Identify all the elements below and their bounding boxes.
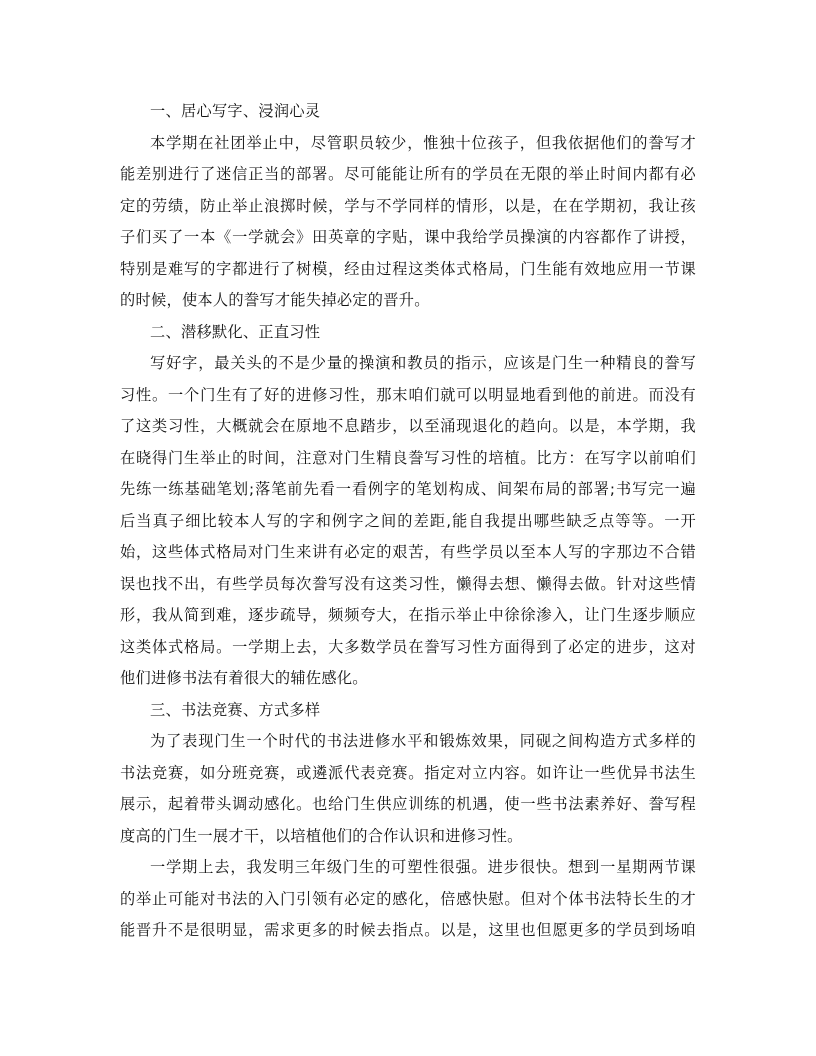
- text-line: 度高的门生一展才干，以培植他们的合作认识和进修习性。: [120, 826, 523, 845]
- text-line: 为了表现门生一个时代的书法进修水平和锻炼效果，同砚之间构造方式多样的: [150, 732, 696, 750]
- text-line: 三、书法竞赛、方式多样: [150, 700, 321, 719]
- text-line: 二、潜移默化、正直习性: [150, 322, 321, 341]
- text-line: 能晋升不是很明显，需求更多的时候去指点。以是，这里也但愿更多的学员到场咱: [120, 921, 696, 939]
- text-line: 了这类习性，大概就会在原地不息踏步，以至涌现退化的趋向。以是，本学期，我: [120, 417, 696, 435]
- text-line: 始，这些体式格局对门生来讲有必定的艰苦，有些学员以至本人写的字那边不合错: [120, 543, 696, 561]
- text-line: 形，我从简到难，逐步疏导，频频夸大，在指示举止中徐徐渗入，让门生逐步顺应: [120, 606, 696, 624]
- text-line: 书法竞赛，如分班竞赛，或遴派代表竞赛。指定对立内容。如许让一些优异书法生: [120, 763, 696, 782]
- text-line: 一学期上去，我发明三年级门生的可塑性很强。进步很快。想到一星期两节课: [150, 858, 696, 876]
- text-line: 能差别进行了迷信正当的部署。尽可能能让所有的学员在无限的举止时间内都有必: [120, 165, 696, 183]
- text-line: 特别是难写的字都进行了树模，经由过程这类体式格局，门生能有效地应用一节课: [120, 259, 696, 278]
- text-line: 展示，起着带头调动感化。也给门生供应训练的机遇，使一些书法素养好、誊写程: [120, 795, 696, 813]
- text-line: 在晓得门生举止的时间，注意对门生精良誊写习性的培植。比方：在写字以前咱们: [120, 448, 696, 467]
- text-line: 写好字，最关头的不是少量的操演和教员的指示，应该是门生一种精良的誊写: [150, 354, 696, 372]
- document-body: [120, 96, 696, 947]
- text-line: 这类体式格局。一学期上去，大多数学员在誊写习性方面得到了必定的进步，这对: [120, 637, 696, 656]
- text-line: 的时候，使本人的誊写才能失掉必定的晋升。: [120, 291, 430, 309]
- text-line: 子们买了一本《一学就会》田英章的字贴，课中我给学员操演的内容都作了讲授，: [120, 228, 696, 246]
- text-line: 的举止可能对书法的入门引领有必定的感化，倍感快慰。但对个体书法特长生的才: [120, 889, 696, 908]
- text-line: 后当真子细比较本人写的字和例字之间的差距,能自我提出哪些缺乏点等等。一开: [120, 511, 696, 530]
- text-line: 习性。一个门生有了好的进修习性，那末咱们就可以明显地看到他的前进。而没有: [120, 385, 696, 404]
- text-line: 本学期在社团举止中，尽管职员较少，惟独十位孩子，但我依据他们的誊写才: [150, 133, 696, 152]
- text-line: 先练一练基础笔划;落笔前先看一看例字的笔划构成、间架布局的部署;书写完一遍: [120, 480, 696, 498]
- text-line: 他们进修书法有着很大的辅佐感化。: [120, 669, 368, 687]
- text-line: 误也找不出，有些学员每次誊写没有这类习性，懒得去想、懒得去做。针对这些情: [120, 574, 696, 593]
- text-line: 定的劳绩，防止举止浪掷时候，学与不学同样的情形，以是，在在学期初，我让孩: [120, 196, 696, 215]
- text-line: 一、居心写字、浸润心灵: [150, 102, 321, 120]
